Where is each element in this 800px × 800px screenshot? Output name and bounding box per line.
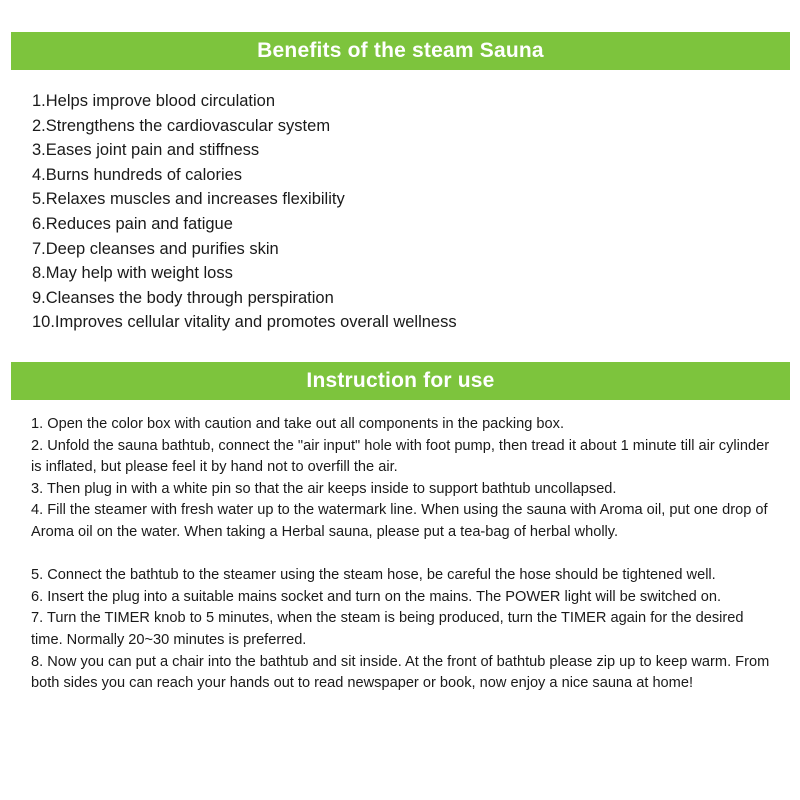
benefit-item: 1.Helps improve blood circulation bbox=[32, 92, 276, 110]
instructions-header bbox=[11, 362, 790, 400]
benefit-item: 3.Eases joint pain and stiffness bbox=[32, 141, 260, 160]
benefit-item: 10.Improves cellular vitality and promotes overall wellness bbox=[32, 313, 457, 332]
instruction-step: 4. Fill the steamer with fresh water up to the watermark line. When using the sauna with Aroma oil, put one drop of Aroma oil on the water. When taking a Herbal sauna, please put a tea-bag of herbal wholly. bbox=[31, 502, 768, 540]
benefits-title: Benefits of the steam Sauna bbox=[257, 39, 544, 62]
instruction-step: 1. Open the color box with caution and take out all components in the packing box. bbox=[31, 416, 565, 432]
instruction-step: 5. Connect the bathtub to the steamer using the steam hose, be careful the hose should be tightened well. bbox=[31, 567, 716, 584]
instructions-body bbox=[31, 414, 776, 695]
instruction-step: 2. Unfold the sauna bathtub, connect the "air input" hole with foot pump, then tread it about 1 minute till air cylinder is inflated, but please feel it by hand not to overfill the air. bbox=[31, 437, 770, 476]
benefit-item: 6.Reduces pain and fatigue bbox=[32, 214, 233, 233]
benefit-item: 5.Relaxes muscles and increases flexibility bbox=[32, 190, 345, 209]
instruction-step: 3. Then plug in with a white pin so that the air keeps inside to support bathtub uncollapsed. bbox=[31, 480, 617, 497]
instruction-step: 7. Turn the TIMER knob to 5 minutes, when the steam is being produced, turn the TIMER again for the desired time. Normally 20~30 minutes is preferred. bbox=[31, 610, 744, 648]
benefit-item: 9.Cleanses the body through perspiration bbox=[32, 288, 334, 307]
benefit-item: 7.Deep cleanses and purifies skin bbox=[32, 239, 279, 258]
benefits-header bbox=[11, 32, 790, 70]
benefit-item: 2.Strengthens the cardiovascular system bbox=[32, 116, 331, 135]
instructions-title: Instruction for use bbox=[306, 369, 495, 392]
benefit-item: 8.May help with weight loss bbox=[32, 264, 233, 283]
instruction-step: 6. Insert the plug into a suitable mains socket and turn on the mains. The POWER light will be switched on. bbox=[31, 588, 722, 605]
benefit-item: 4.Burns hundreds of calories bbox=[32, 165, 243, 184]
benefits-list bbox=[32, 89, 457, 335]
instruction-step: 8. Now you can put a chair into the bathtub and sit inside. At the front of bathtub please zip up to keep warm. From both sides you can reach your hands out to read newspaper or book, now enjoy a nice sauna at home! bbox=[31, 653, 770, 692]
